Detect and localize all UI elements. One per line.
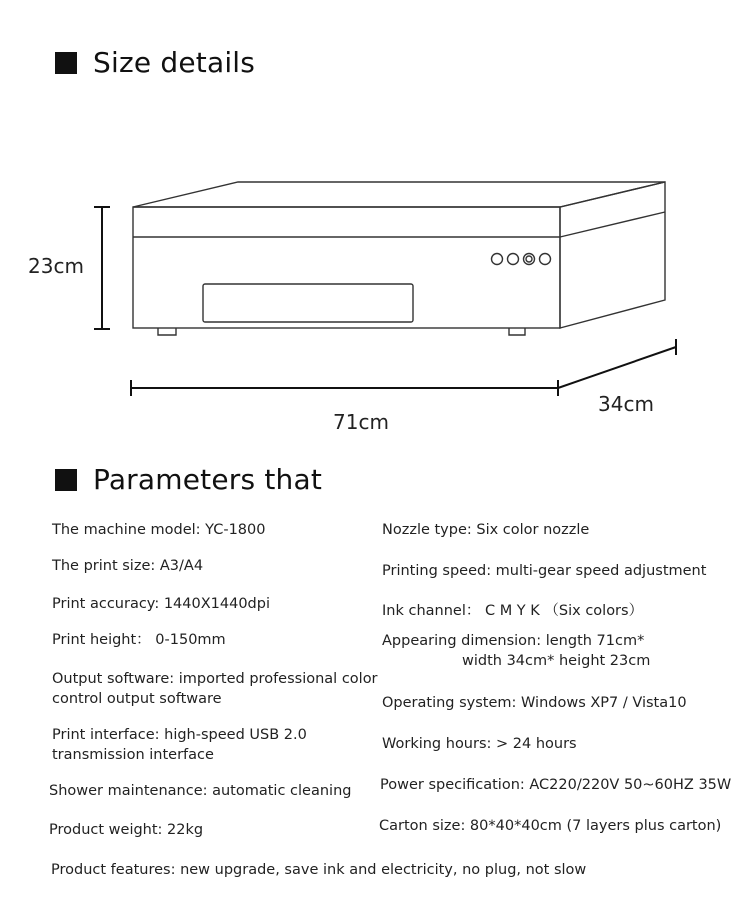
param-speed: Printing speed: multi-gear speed adjustment [382, 563, 707, 579]
param-nozzle: Nozzle type: Six color nozzle [382, 522, 590, 538]
param-appearance-line2: width 34cm* height 23cm [462, 653, 651, 669]
param-hours: Working hours: > 24 hours [382, 736, 577, 752]
parameters-title: Parameters that [93, 463, 323, 496]
printer-foot-right [509, 328, 525, 335]
printer-side-face [560, 182, 665, 328]
square-bullet-icon [55, 469, 77, 491]
printer-top-face [133, 182, 665, 207]
printer-button-2 [508, 254, 519, 265]
param-carton: Carton size: 80*40*40cm (7 layers plus carton) [379, 818, 722, 834]
depth-dimension-label: 34cm [598, 392, 654, 416]
param-software-line1: Output software: imported professional color [52, 671, 378, 687]
param-features: Product features: new upgrade, save ink and electricity, no plug, not slow [51, 862, 587, 878]
param-print-size: The print size: A3/A4 [52, 558, 204, 574]
height-dimension-label: 23cm [28, 254, 84, 278]
param-os: Operating system: Windows XP7 / Vista10 [382, 695, 687, 711]
printer-button-3-inner [526, 256, 532, 262]
param-interface-line1: Print interface: high-speed USB 2.0 [52, 727, 307, 743]
size-details-title: Size details [93, 46, 256, 79]
param-appearance-line1: Appearing dimension: length 71cm* [382, 633, 645, 649]
printer-button-4 [540, 254, 551, 265]
printer-front-face [133, 207, 560, 328]
depth-dimension-line [558, 347, 676, 388]
printer-foot-left [158, 328, 176, 335]
printer-button-3 [524, 254, 535, 265]
param-maintenance: Shower maintenance: automatic cleaning [49, 783, 352, 799]
printer-button-1 [492, 254, 503, 265]
param-height: Print height： 0-150mm [52, 632, 226, 648]
param-power: Power specification: AC220/220V 50~60HZ 35W [380, 777, 732, 793]
parameters-heading [55, 463, 322, 496]
param-ink: Ink channel： C M Y K （Six colors） [382, 603, 644, 619]
param-software-line2: control output software [52, 691, 222, 707]
param-weight: Product weight: 22kg [49, 822, 204, 838]
param-accuracy: Print accuracy: 1440X1440dpi [52, 596, 270, 612]
length-dimension-label: 71cm [333, 410, 389, 434]
param-interface-line2: transmission interface [52, 747, 214, 763]
param-model: The machine model: YC-1800 [52, 522, 266, 538]
printer-side-lid-line [560, 212, 665, 237]
printer-tray-slot [203, 284, 413, 322]
